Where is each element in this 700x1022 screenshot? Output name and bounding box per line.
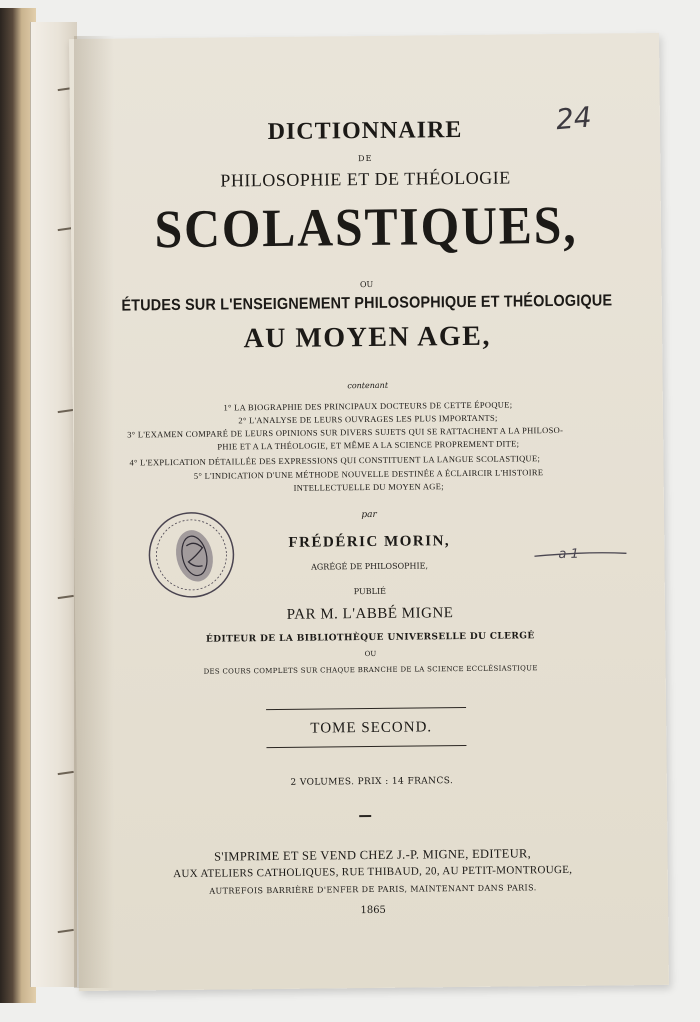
imprint-line-3: AUTREFOIS BARRIÈRE D'ENFER DE PARIS, MAINTENANT DANS PARIS. (209, 883, 537, 896)
content-item: 1° LA BIOGRAPHIE DES PRINCIPAUX DOCTEURS DE CETTE ÉPOQUE; (223, 399, 513, 413)
title-philosophie: PHILOSOPHIE ET DE THÉOLOGIE (220, 167, 511, 191)
title-dictionnaire: DICTIONNAIRE (267, 117, 463, 146)
handwritten-mark-text: a 1 (558, 546, 579, 563)
handwritten-mark-icon (530, 543, 630, 564)
title-de: DE (358, 153, 373, 164)
rule-top (266, 707, 466, 710)
handwritten-number: 24 (554, 100, 593, 137)
editeur-line: ÉDITEUR DE LA BIBLIOTHÈQUE UNIVERSELLE DU CLERGÉ (205, 631, 535, 645)
title-ou: OU (359, 279, 374, 290)
price-line: 2 VOLUMES. PRIX : 14 FRANCS. (290, 776, 454, 788)
subtitle-moyen-age: AU MOYEN AGE, (243, 320, 492, 355)
tome-label: TOME SECOND. (310, 719, 433, 737)
ou-label-2: OU (364, 649, 377, 659)
library-stamp-icon (146, 509, 237, 600)
par-label: par (361, 509, 377, 521)
content-item: 2° L'ANALYSE DE LEURS OUVRAGES LES PLUS IMPORTANTS; (238, 412, 498, 426)
content-item: INTELLECTUELLE DU MOYEN AGE; (293, 481, 444, 493)
cours-line: DES COURS COMPLETS SUR CHAQUE BRANCHE DE LA SCIENCE ECCLÉSIASTIQUE (203, 664, 538, 676)
content-item: 5° L'INDICATION D'UNE MÉTHODE NOUVELLE DESTINÉE A ÉCLAIRCIR L'HISTOIRE (193, 467, 544, 481)
content-item: 4° L'EXPLICATION DÉTAILLÉE DES EXPRESSIONS QUI CONSTITUENT LA LANGUE SCOLASTIQUE; (129, 453, 541, 468)
publisher-name: PAR M. L'ABBÉ MIGNE (286, 605, 454, 623)
content-item: PHIE ET A LA THÉOLOGIE, ET MÊME A LA SCIENCE PROPREMENT DITE; (217, 438, 520, 452)
imprint-line-1: S'IMPRIME ET SE VEND CHEZ J.-P. MIGNE, EDITEUR, (214, 846, 532, 864)
title-page (69, 33, 669, 991)
divider-dash (359, 815, 371, 817)
content-item: 3° L'EXAMEN COMPARÉ DE LEURS OPINIONS SUR DIVERS SUJETS QUI SE RATTACHENT A LA PHILOSO- (127, 424, 564, 440)
author-name: FRÉDÉRIC MORIN, (288, 533, 451, 551)
publication-year: 1865 (360, 904, 386, 917)
subtitle-etudes: ÉTUDES SUR L'ENSEIGNEMENT PHILOSOPHIQUE ET THÉOLOGIQUE (121, 292, 613, 315)
rule-bottom (266, 745, 466, 748)
contenant-label: contenant (347, 380, 389, 391)
author-title: AGRÉGÉ DE PHILOSOPHIE, (311, 561, 429, 572)
title-scolastiques: SCOLASTIQUES, (154, 194, 578, 260)
gutter-shadow (74, 36, 114, 988)
publie-label: PUBLIÉ (353, 586, 386, 597)
imprint-line-2: AUX ATELIERS CATHOLIQUES, RUE THIBAUD, 20, AU PETIT-MONTROUGE, (173, 863, 573, 881)
